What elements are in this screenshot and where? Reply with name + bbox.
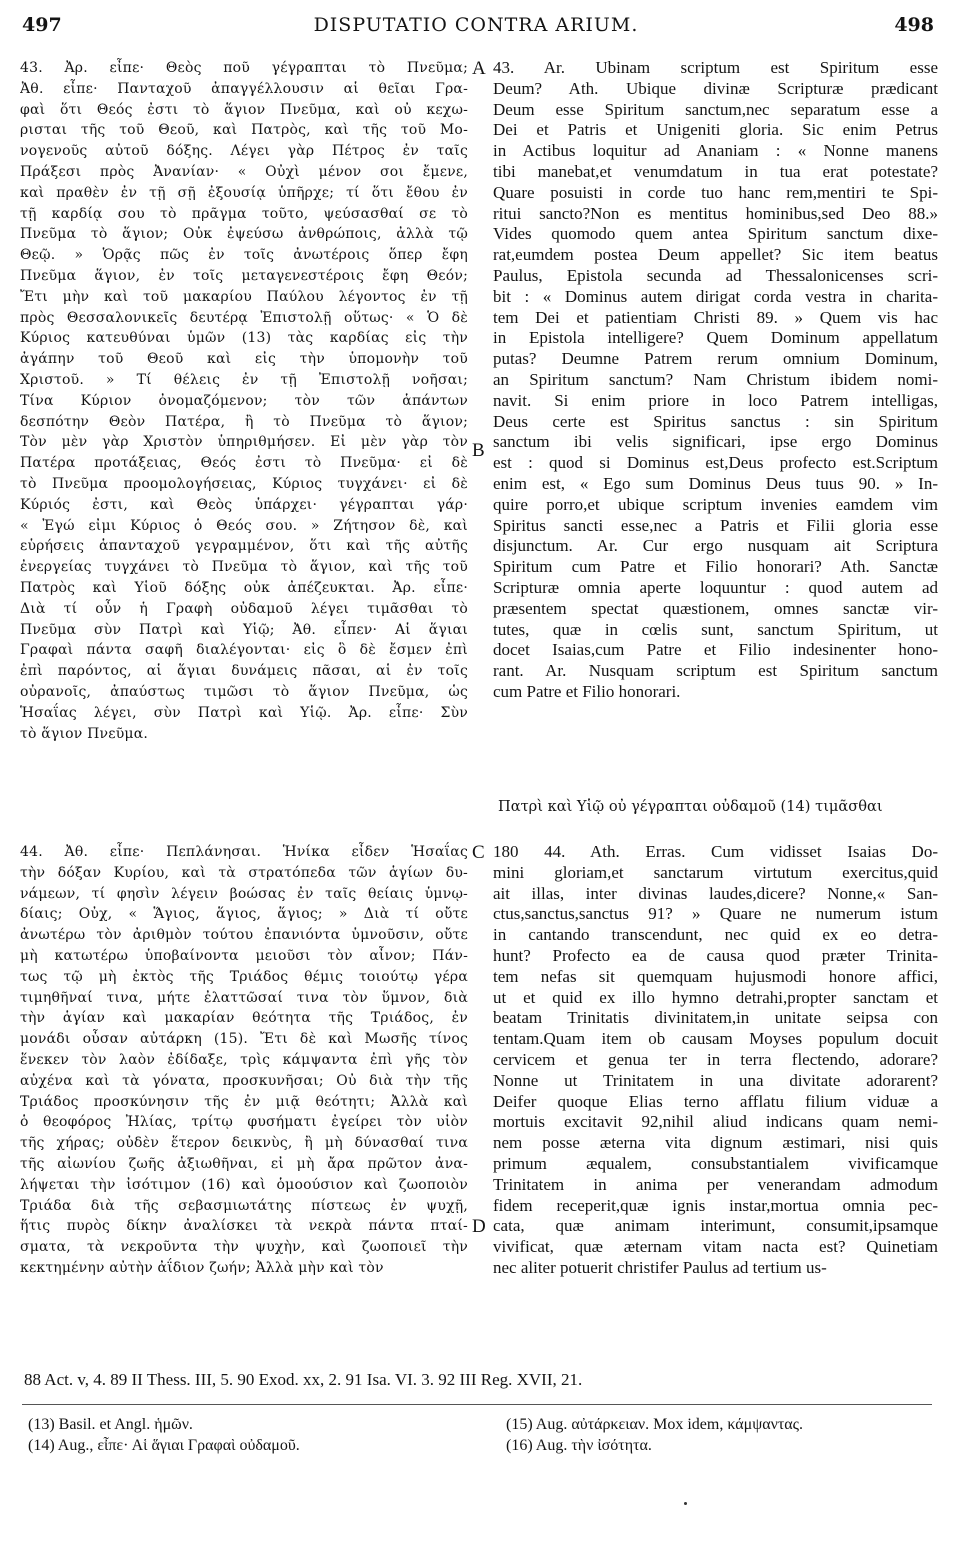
latin-text-line: enim est, « Ego sum Dominus Deus tuus 90. » In- — [493, 473, 938, 493]
greek-text-line: νάμεων, τί φησὶν λέγειν βοώσας ἐν ταῖς θείαις ὑμνῳ- — [20, 885, 468, 902]
greek-text-line: ἐπὶ παρόντος, αἱ ἅγιαι δυνάμεις πᾶσαι, αἱ ἐν τοῖς — [20, 663, 468, 680]
latin-text-line: docet Isaias,cum Patre et Filio indesinenter hono- — [493, 640, 938, 660]
latin-text-line: ritui sancto?Non es mentitus hominibus,sed Deo 88.» — [493, 203, 938, 223]
latin-text-line: ut et quid ex illo hymno detrahi,propter sanctam et — [493, 987, 938, 1007]
greek-text-line: σματα, τὰ νεκροῦντα τὴν ψυχὴν, καὶ ζωοποιεῖ τὴν — [20, 1239, 468, 1256]
greek-text-line: λήψεται τὴν ἰσότιμον (16) καὶ ὁμοούσιον καὶ ζωοποιὸν — [20, 1176, 468, 1193]
greek-text-line: Πνεῦμα σὺν Πατρὶ καὶ Υἱῷ; Ἀθ. εἶπεν· Αἱ ἅγιαι — [20, 621, 468, 638]
greek-text-line: Διὰ τί οὖν ἡ Γραφὴ οὐδαμοῦ λέγει τιμᾶσθαι τὸ — [20, 600, 468, 617]
footnote-divider — [22, 1404, 932, 1405]
latin-text-line: Deifer quoque Elias terno afflatu filium viduæ a — [493, 1091, 938, 1111]
margin-letter-b: B — [472, 440, 485, 461]
margin-letter-c: C — [472, 842, 485, 863]
greek-text-line: Πράξεσι πρὸς Ἀνανίαν· « Οὐχὶ μένον σοι ἔμενε, — [20, 163, 468, 180]
latin-text-line: ait illas, inter divinas laudes,dicere? Nonne,« San- — [493, 883, 938, 903]
variant-note: (15) Aug. αὐτάρκειαν. Mox idem, κάμψαντας. — [506, 1416, 804, 1433]
latin-text-line: tem Dei et patientiam Christi 89. » Quem vis hac — [493, 307, 938, 327]
latin-text-line: an Spiritum sanctum? Nam Christum ibidem nomi- — [493, 369, 938, 389]
greek-text-line: ἀνωτέρω τὸν ἀριθμὸν τούτου ἐπανιόντα ὑμνοῦσιν, οὔτε — [20, 927, 468, 944]
latin-text-line: primum æqualem, consubstantialem vivificamque — [493, 1153, 938, 1173]
running-title: DISPUTATIO CONTRA ARIUM. — [313, 14, 639, 36]
latin-text-line: Nonne ut Trinitatem in una divitate adorarent? — [493, 1070, 938, 1090]
greek-text-line: Πατέρα προτάξειας, Θεός ἐστι τὸ Πνεῦμα· εἰ δὲ — [20, 455, 468, 472]
greek-text-line: μονάδι οὖσαν αὐτάρκη (15). Ἔτι δὲ καὶ Μωσῆς τίνος — [20, 1031, 468, 1048]
variant-note: (13) Basil. et Angl. ἡμῶν. — [28, 1416, 193, 1433]
greek-text-line: Γραφαὶ πάντα σαφῆ διαλέγονται· εἰς ὃ δὲ ἔσμεν ἐπὶ — [20, 642, 468, 659]
latin-text-line: Spiritum cum Patre et Filio honorari? Ath. Sanctæ — [493, 557, 938, 577]
variant-note: (14) Aug., εἶπε· Αἱ ἅγιαι Γραφαὶ οὐδαμοῦ. — [28, 1437, 300, 1454]
latin-text-line: in Epistola intelligere? Quem Dominum appellatum — [493, 328, 938, 348]
latin-text-line: rant. Ar. Nusquam scriptum est Spiritum sanctum — [493, 661, 938, 681]
greek-text-line: νογενοῦς αὐτοῦ δόξης. Λέγει γὰρ Πέτρος ἐν ταῖς — [20, 143, 468, 160]
latin-text-line: tem nefas sit quemquam hujusmodi honore affici, — [493, 966, 938, 986]
latin-text-line: ctus,sanctus,sanctus 91? » Quare ne numerum istum — [493, 904, 938, 924]
running-header — [14, 14, 938, 44]
greek-column-top — [20, 58, 468, 744]
left-page-number: 497 — [22, 14, 62, 36]
latin-text-line: sanctum ibi velis significari, ipse ergo Dominus — [493, 432, 938, 452]
greek-text-line: Θεῷ. » Ὁρᾷς πῶς ἐν τοῖς ἀνωτέροις ὅπερ ἔφη — [20, 247, 468, 264]
latin-text-line: Vides quomodo quem antea Spiritum sanctum dixe- — [493, 224, 938, 244]
greek-text-line: τῆς αἰωνίου ζωῆς ἀξιωθῆναι, εἰ μὴ ἄρα πρῶτον ἀνα- — [20, 1155, 468, 1172]
latin-text-line: beatam Trinitatis divinitatem,in unitate seipsa con — [493, 1008, 938, 1028]
greek-text-line: τῆς χήρας; οὐδὲν ἕτερον δεικνὺς, ἢ μὴ δύνασθαί τινα — [20, 1135, 468, 1152]
latin-text-line: mortuis excitavit 92,nihil aliud indicans quam nemi- — [493, 1112, 938, 1132]
latin-text-line: cum Patre et Filio honorari. — [493, 681, 681, 701]
greek-text-line: οὐρανοῖς, ἀπαύστως τιμῶσι τὸ ἅγιον Πνεῦμα, ὡς — [20, 683, 468, 700]
latin-text-line: mini gloriam,et sanctarum virtutum exercitus,quid — [493, 862, 938, 882]
right-page-number: 498 — [894, 14, 934, 36]
greek-text-line: 44. Ἀθ. εἶπε· Πεπλάνησαι. Ἡνίκα εἶδεν Ἡσαΐας — [20, 844, 468, 860]
latin-text-line: Dei et Patris et Unigeniti gloria. Sic enim Petrus — [493, 120, 938, 140]
greek-text-line: τὸ ἅγιον Πνεῦμα. — [20, 725, 149, 742]
greek-text-line: δίαις; Οὐχ, « Ἅγιος, ἅγιος, ἅγιος; » Διὰ τί οὔτε — [20, 906, 468, 923]
greek-text-line: Πνεῦμα τὸ ἅγιον; Οὐκ ἐψεύσω ἀνθρώποις, ἀλλὰ τῷ — [20, 226, 468, 243]
greek-text-line: Πνεῦμα ἅγιον, ἐν τοῖς μεταγενεστέροις ἔφη Θεόν; — [20, 267, 468, 284]
latin-text-line: vivificat, quæ æternam vitam nacta est? Quinetiam — [493, 1237, 938, 1257]
latin-text-line: Deum? Ath. Ubique divinæ Scripturæ prædicant — [493, 78, 938, 98]
latin-text-line: Deus certe est Spiritus sanctus : sin Spiritum — [493, 411, 938, 431]
greek-column-bottom — [20, 842, 468, 1279]
latin-text-line: cata, quæ animam interimunt, consumit,ipsamque — [493, 1216, 938, 1236]
greek-text-line: τιμηθῆναί τινα, μήτε ἐλαττῶσαί τινα τὸν ὕμνον, διὰ — [20, 989, 468, 1006]
greek-text-line: Ἡσαΐας λέγει, σὺν Πατρὶ καὶ Υἱῷ. Ἀρ. εἶπε· Σὺν — [20, 704, 468, 721]
greek-text-line: Τριάδα διὰ τῆς σεβασμιωτάτης πίστεως ἐν ψυχῇ, — [20, 1197, 468, 1214]
greek-text-line: Τίνα Κύριον ὀνομαζόμενον; τὸν τῶν ἁπάντων — [20, 392, 468, 409]
latin-text-line: putas? Deumne Patrem rerum omnium Dominum, — [493, 349, 938, 369]
latin-text-line: præsentem spectat quæstionem, omnes sanctæ vir- — [493, 598, 938, 618]
greek-text-line: φαὶ ὅτι Θεός ἐστι τὸ ἅγιον Πνεῦμα, καὶ οὐ κεχω- — [20, 101, 468, 118]
greek-text-line: αὐχένα καὶ τὰ γόνατα, προσκυνῆσαι; Οὐ διὰ τὴν τῆς — [20, 1072, 468, 1089]
margin-letter-a: A — [472, 58, 486, 79]
latin-text-line: nec aliter potuerit christifer Paulus ad tertium us- — [493, 1257, 827, 1277]
latin-text-line: tibi manebat,et venumdatum in tua erat potestate? — [493, 161, 938, 181]
latin-text-line: hunt? Profecto ea de causa quod præter Trinita- — [493, 945, 938, 965]
latin-text-line: tutes, quæ in cœlis sunt, sanctum Spiritum, ut — [493, 619, 938, 639]
latin-text-line: rat,eumdem postea Deum appellet? Sic item beatus — [493, 245, 938, 265]
greek-text-line: τως τῷ μὴ ἐκτὸς τῆς Τριάδος θέμις τοιούτῳ γέρα — [20, 968, 468, 985]
greek-text-line: μὴ κατωτέρω ὑποβαίνοντα μειοῦσι τὸν αἶνον; Πάν- — [20, 947, 468, 964]
greek-text-line: καὶ πραθὲν ἐν τῇ σῇ ἐξουσίᾳ ὑπῆρχε; τί ὅτι ἔθου ἐν — [20, 184, 468, 201]
variant-notes-right — [506, 1414, 803, 1456]
greek-text-line: Τὸν μὲν γὰρ Χριστὸν ὑπηριθμήσεν. Εἰ μὲν γὰρ τὸν — [20, 434, 468, 451]
latin-text-line: cervicem et genua ter in terra flectendo, adorare? — [493, 1049, 938, 1069]
latin-text-line: est : quod si Dominus est,Deus profecto est.Scriptum — [493, 453, 938, 473]
greek-text-line: εὑρήσεις ἁπανταχοῦ γεγραμμένον, ὅτι καὶ τῆς αὐτῆς — [20, 538, 468, 555]
latin-text-line: nem posse æterna vita dignum æstimari, nisi quis — [493, 1133, 938, 1153]
footnote-references: 88 Act. v, 4. 89 II Thess. III, 5. 90 Exod. xx, 2. 91 Isa. VI. 3. 92 III Reg. XVII, 21. — [24, 1370, 583, 1389]
latin-text-line: in Actibus loquitur ad Ananiam : « Nonne manens — [493, 141, 938, 161]
greek-text-line: ἀγάπην τοῦ Θεοῦ καὶ εἰς τὴν ὑπομονὴν τοῦ — [20, 351, 468, 368]
greek-text-line: Πατρὸς καὶ Υἱοῦ δόξης οὐκ ἀπέζευκται. Ἀρ. εἶπε· — [20, 579, 468, 596]
latin-text-line: navit. Si enim priore in loco Patrem intelligas, — [493, 390, 938, 410]
latin-text-line: in cantando transcendunt, nec quid ex eo detra- — [493, 925, 938, 945]
latin-text-line: Quare posuisti in corde tuo hanc rem,mentiri te Spi- — [493, 182, 938, 202]
margin-letter-d: D — [472, 1216, 486, 1237]
latin-text-line: Scripturæ omnia aperte loquuntur : quod autem ad — [493, 577, 938, 597]
latin-column-bottom — [493, 842, 938, 1279]
latin-text-line: bit : « Dominus autem dirigat corda vestra in charita- — [493, 286, 938, 306]
latin-column-top — [493, 58, 938, 703]
greek-text-line: Ἔτι μὴν καὶ τοῦ μακαρίου Παύλου λέγοντος ἐν τῇ — [20, 288, 468, 305]
greek-text-line: Κύριός ἐστι, καὶ Θεὸς ὑπάρχει· γέγραπται γάρ· — [20, 496, 468, 513]
greek-text-line: τῇ καρδίᾳ σου τὸ πρᾶγμα τοῦτο, ψεύσασθαί σε τὸ — [20, 205, 468, 222]
print-speck — [684, 1502, 687, 1505]
latin-text-line: Deum esse Spiritum sanctum,nec separatum esse a — [493, 99, 938, 119]
greek-text-line: Ἀθ. εἶπε· Πανταχοῦ ἀπαγγέλλουσιν αἱ θεῖαι Γρα- — [20, 80, 468, 97]
greek-text-line: τὴν δόξαν Κυρίου, καὶ τὰ στρατόπεδα τῶν ἁγίων δυ- — [20, 864, 468, 881]
latin-text-line: tentam.Quam item ob causam Moyses populum docuit — [493, 1029, 938, 1049]
greek-text-line: Χριστοῦ. » Τί θέλεις ἐν τῇ Ἐπιστολῇ νοῆσαι; — [20, 371, 468, 388]
latin-text-line: 43. Ar. Ubinam scriptum est Spiritum esse — [493, 58, 938, 77]
greek-text-line: ἥτις πυρὸς δίκην ἀναλίσκει τὰ νεκρὰ πάντα πταί- — [20, 1218, 468, 1235]
greek-text-line: ρισται τῆς τοῦ Θεοῦ, καὶ Πατρὸς, καὶ τῆς τοῦ Μο- — [20, 122, 468, 139]
spanning-greek-text: Πατρὶ καὶ Υἱῷ οὐ γέγραπται οὐδαμοῦ (14) τιμᾶσθαι — [498, 798, 883, 815]
greek-text-line: « Ἐγώ εἰμι Κύριος ὁ Θεός σου. » Ζήτησον δὲ, καὶ — [20, 517, 468, 534]
latin-text-line: quire porro,et ubique scriptum invenies eamdem vim — [493, 494, 938, 514]
greek-text-line: Κύριος κατευθύναι ὑμῶν (13) τὰς καρδίας εἰς τὴν — [20, 330, 468, 347]
greek-text-line: 43. Ἀρ. εἶπε· Θεὸς ποῦ γέγραπται τὸ Πνεῦμα; — [20, 60, 468, 76]
latin-text-line: fidem receperit,quæ ignis instar,mortua omnia pec- — [493, 1195, 938, 1215]
greek-text-line: τὴν ἁγίαν καὶ μακαρίαν θεότητα τῆς Τριάδος, ἐν — [20, 1010, 468, 1027]
greek-text-line: ὁ θεοφόρος Ἠλίας, τρίτῳ φυσήματι ἐγείρει τὸν υἱὸν — [20, 1114, 468, 1131]
greek-text-line: ἕνεκεν τὸν λαὸν ἐδίδαξε, τρὶς κάμψαντα ἐπὶ γῆς τὸν — [20, 1051, 468, 1068]
latin-text-line: Trinitatem in anima per venerandam admodum — [493, 1174, 938, 1194]
greek-text-line: ἐνεργείας τυγχάνει τὸ Πνεῦμα τὸ ἅγιον, καὶ τῆς τοῦ — [20, 559, 468, 576]
greek-text-line: δεσπότην Θεὸν Πατέρα, ἢ τὸ Πνεῦμα τὸ ἅγιον; — [20, 413, 468, 430]
latin-text-line: 180 44. Ath. Erras. Cum vidisset Isaias Do- — [493, 842, 938, 861]
variant-notes-left — [28, 1414, 300, 1456]
greek-text-line: κεκτημένην αὐτὴν ἀΐδιον ζωήν; Ἀλλὰ μὴν καὶ τὸν — [20, 1259, 384, 1276]
spanning-greek-line — [20, 797, 938, 818]
greek-text-line: Τριάδος προσκύνησιν τῆς ἐν μιᾷ θεότητι; Ἀλλὰ καὶ — [20, 1093, 468, 1110]
greek-text-line: τὸ Πνεῦμα προομολογήσειας, Κύριος τυγχάνει· εἰ δὲ — [20, 475, 468, 492]
variant-note: (16) Aug. τὴν ἰσότητα. — [506, 1437, 652, 1454]
latin-text-line: Paulus, Epistola secunda ad Thessalonicenses scri- — [493, 265, 938, 285]
greek-text-line: πρὸς Θεσσαλονικεῖς δευτέρᾳ Ἐπιστολῇ οὕτως· « Ὁ δὲ — [20, 309, 468, 326]
latin-text-line: Spiritus sancti esse,nec a Patris et Filii gloria esse — [493, 515, 938, 535]
latin-text-line: disjunctum. Ar. Cur ergo nusquam ait Scriptura — [493, 536, 938, 556]
